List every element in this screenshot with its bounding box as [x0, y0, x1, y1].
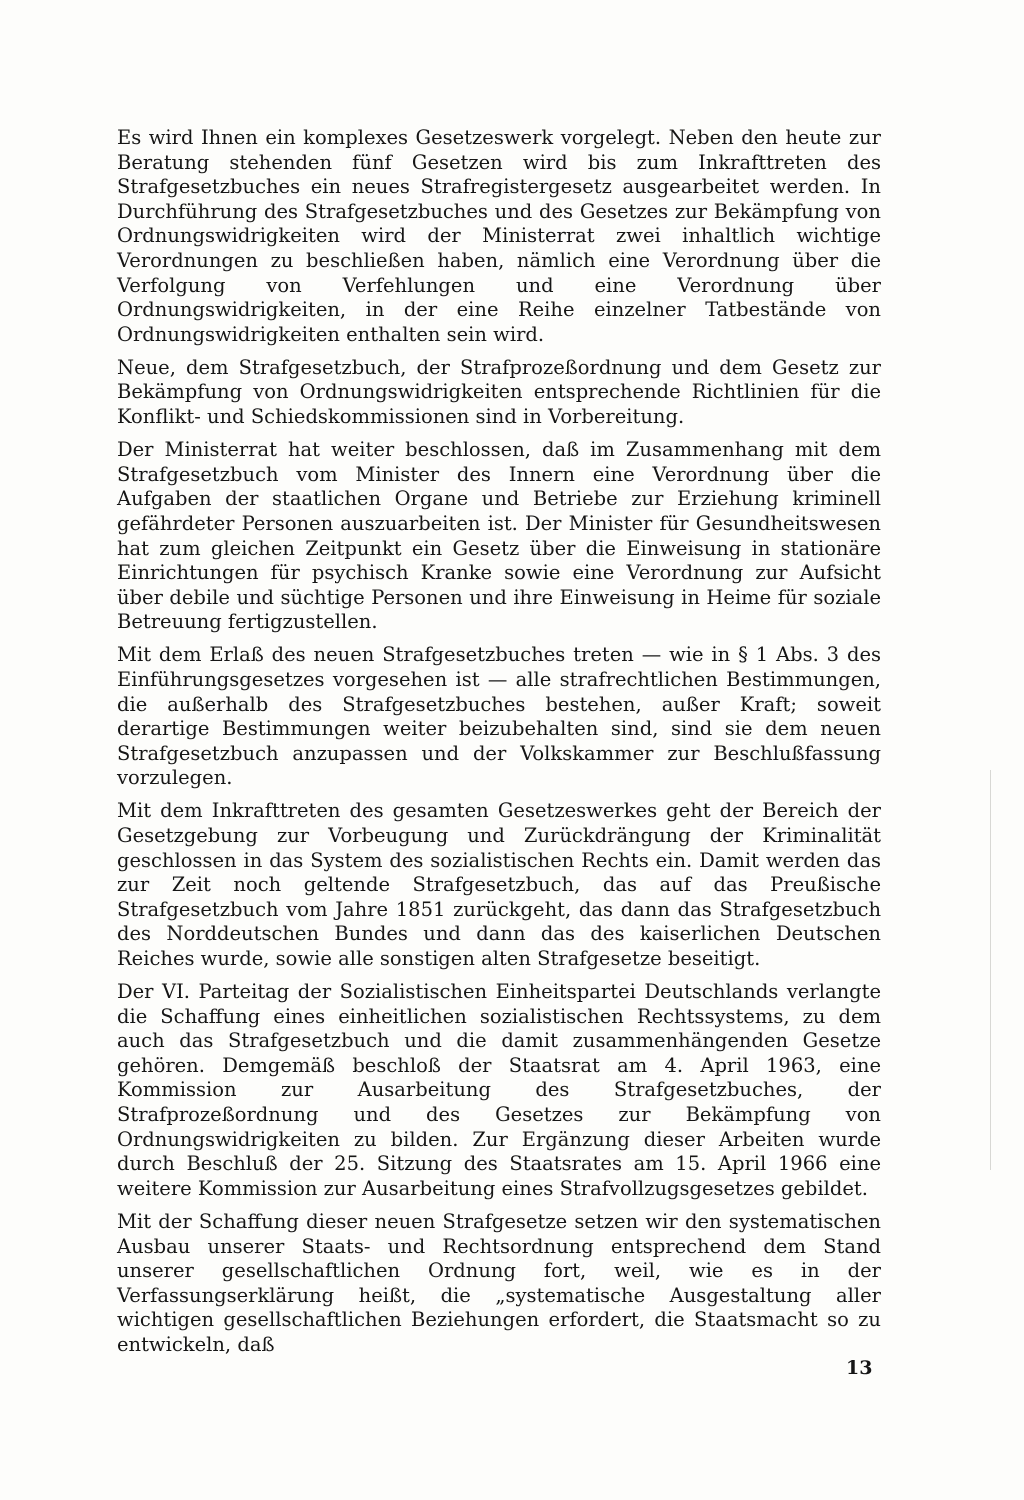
paragraph-4: Mit dem Erlaß des neuen Strafgesetzbuches treten — wie in § 1 Abs. 3 des Einführungsgesetzes vorgesehen ist — alle strafrechtlichen Bestimmungen, die außerhalb des Strafgesetzbuches bestehen, außer Kraft; soweit derartige Bestimmungen weiter beizubehalten sind, sind sie dem neuen Strafgesetzbuch anzupassen und der Volkskammer zur Beschlußfassung vorzulegen.: [117, 643, 881, 790]
scan-artifact-line: [990, 770, 991, 1170]
paragraph-2: Neue, dem Strafgesetzbuch, der Strafprozeßordnung und dem Gesetz zur Bekämpfung von Ordnungswidrigkeiten entsprechende Richtlinien für die Konflikt- und Schiedskommissionen sind in Vorbereitung.: [117, 355, 881, 429]
paragraph-1: Es wird Ihnen ein komplexes Gesetzeswerk vorgelegt. Neben den heute zur Beratung stehenden fünf Gesetzen wird bis zum Inkrafttreten des Strafgesetzbuches ein neues Strafregistergesetz ausgearbeitet werden. In Durchführung des Strafgesetzbuches und des Gesetzes zur Bekämpfung von Ordnungswidrigkeiten wird der Ministerrat zwei inhaltlich wichtige Verordnungen zu beschließen haben, nämlich eine Verordnung über die Verfolgung von Verfehlungen und eine Verordnung über Ordnungswidrigkeiten, in der eine Reihe einzelner Tatbestände von Ordnungswidrigkeiten enthalten sein wird.: [117, 126, 881, 346]
paragraph-7: Mit der Schaffung dieser neuen Strafgesetze setzen wir den systematischen Ausbau unserer Staats- und Rechtsordnung entsprechend dem Stand unserer gesellschaftlichen Ordnung fort, weil, wie es in der Verfassungserklärung heißt, die „systematische Ausgestaltung aller wichtigen gesellschaftlichen Beziehungen erfordert, die Staatsmacht so zu entwickeln, daß: [117, 1209, 881, 1356]
paragraph-5: Mit dem Inkrafttreten des gesamten Gesetzeswerkes geht der Bereich der Gesetzgebung zur Vorbeugung und Zurückdrängung der Kriminalität geschlossen in das System des sozialistischen Rechts ein. Damit werden das zur Zeit noch geltende Strafgesetzbuch, das auf das Preußische Strafgesetzbuch vom Jahre 1851 zurückgeht, das dann das Strafgesetzbuch des Norddeutschen Bundes und dann das des kaiserlichen Deutschen Reiches wurde, sowie alle sonstigen alten Strafgesetze beseitigt.: [117, 799, 881, 970]
paragraph-3: Der Ministerrat hat weiter beschlossen, daß im Zusammenhang mit dem Strafgesetzbuch vom Minister des Innern eine Verordnung über die Aufgaben der staatlichen Organe und Betriebe zur Erziehung kriminell gefährdeter Personen auszuarbeiten ist. Der Minister für Gesundheitswesen hat zum gleichen Zeitpunkt ein Gesetz über die Einweisung in stationäre Einrichtungen für psychisch Kranke sowie eine Verordnung zur Aufsicht über debile und süchtige Personen und ihre Einweisung in Heime für soziale Betreuung fertigzustellen.: [117, 438, 881, 634]
body-text: [117, 126, 881, 1366]
paragraph-6: Der VI. Parteitag der Sozialistischen Einheitspartei Deutschlands verlangte die Schaffung eines einheitlichen sozialistischen Rechtssystems, zu dem auch das Strafgesetzbuch und die damit zusammenhängenden Gesetze gehören. Demgemäß beschloß der Staatsrat am 4. April 1963, eine Kommission zur Ausarbeitung des Strafgesetzbuches, der Strafprozeßordnung und des Gesetzes zur Bekämpfung von Ordnungswidrigkeiten zu bilden. Zur Ergänzung dieser Arbeiten wurde durch Beschluß der 25. Sitzung des Staatsrates am 15. April 1966 eine weitere Kommission zur Ausarbeitung eines Strafvollzugsgesetzes gebildet.: [117, 980, 881, 1200]
page-number: 13: [846, 1357, 873, 1379]
